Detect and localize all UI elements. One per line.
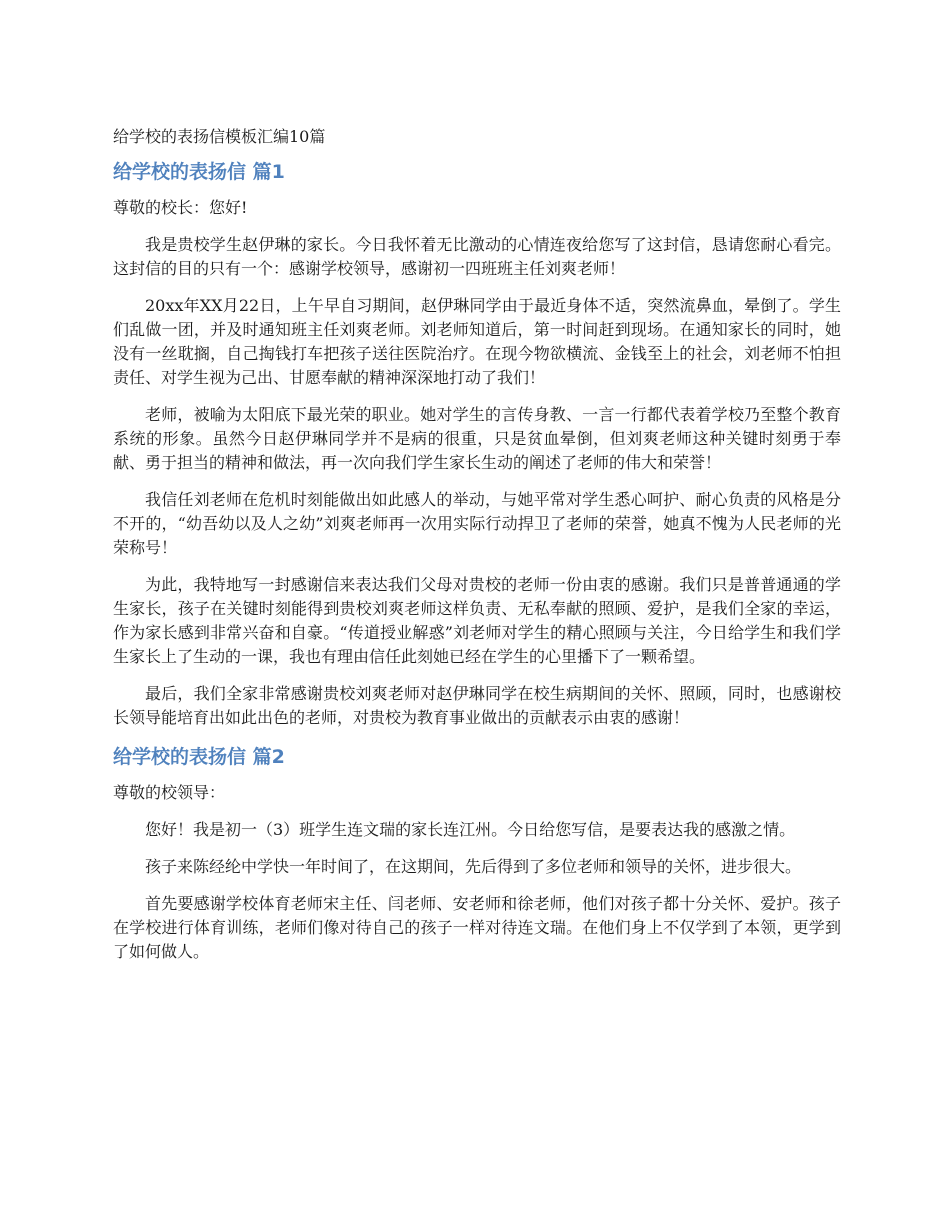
salutation: 尊敬的校领导：	[113, 783, 226, 802]
paragraph: 为此，我特地写一封感谢信来表达我们父母对贵校的老师一份由衷的感谢。我们只是普普通通的学生家长，孩子在关键时刻能得到贵校刘爽老师这样负责、无私奉献的照顾、爱护，是我们全家的幸运，作为家长感到非常兴奋和自豪。“传道授业解惑”刘老师对学生的精心照顾与关注，今日给学生和我们学生家长上了生动的一课，我也有理由信任此刻她已经在学生的心里播下了一颗希望。	[113, 575, 841, 666]
paragraph: 我是贵校学生赵伊琳的家长。今日我怀着无比激动的心情连夜给您写了这封信，恳请您耐心看完。这封信的目的只有一个：感谢学校领导，感谢初一四班班主任刘爽老师！	[113, 235, 841, 278]
paragraph: 孩子来陈经纶中学快一年时间了，在这期间，先后得到了多位老师和领导的关怀，进步很大。	[145, 857, 802, 876]
paragraph: 您好！我是初一（3）班学生连文瑞的家长连江州。今日给您写信，是要表达我的感激之情。	[145, 820, 796, 839]
section-heading: 给学校的表扬信 篇2	[113, 746, 285, 768]
paragraph: 最后，我们全家非常感谢贵校刘爽老师对赵伊琳同学在校生病期间的关怀、照顾，同时，也感谢校长领导能培育出如此出色的老师，对贵校为教育事业做出的贡献表示由衷的感谢！	[113, 684, 841, 727]
document-page	[113, 124, 841, 977]
paragraph: 我信任刘老师在危机时刻能做出如此感人的举动，与她平常对学生悉心呵护、耐心负责的风格是分不开的，“幼吾幼以及人之幼”刘爽老师再一次用实际行动捍卫了老师的荣誉，她真不愧为人民老师的光荣称号！	[113, 490, 841, 557]
paragraph: 老师，被喻为太阳底下最光荣的职业。她对学生的言传身教、一言一行都代表着学校乃至整个教育系统的形象。虽然今日赵伊琳同学并不是病的很重，只是贫血晕倒，但刘爽老师这种关键时刻勇于奉献、勇于担当的精神和做法，再一次向我们学生家长生动的阐述了老师的伟大和荣誉！	[113, 405, 841, 472]
section-heading: 给学校的表扬信 篇1	[113, 161, 285, 183]
salutation: 尊敬的校长：您好!	[113, 198, 248, 217]
letter-section-2	[113, 743, 841, 964]
paragraph: 20xx年XX月22日，上午早自习期间，赵伊琳同学由于最近身体不适，突然流鼻血，晕倒了。学生们乱做一团，并及时通知班主任刘爽老师。刘老师知道后，第一时间赶到现场。在通知家长的同时，她没有一丝耽搁，自己掏钱打车把孩子送往医院治疗。在现今物欲横流、金钱至上的社会，刘老师不怕担责任、对学生视为己出、甘愿奉献的精神深深地打动了我们！	[113, 296, 841, 387]
document-title: 给学校的表扬信模板汇编10篇	[113, 127, 326, 146]
letter-section-1	[113, 158, 841, 730]
paragraph: 首先要感谢学校体育老师宋主任、闫老师、安老师和徐老师，他们对孩子都十分关怀、爱护。孩子在学校进行体育训练，老师们像对待自己的孩子一样对待连文瑞。在他们身上不仅学到了本领，更学到了如何做人。	[113, 894, 841, 961]
